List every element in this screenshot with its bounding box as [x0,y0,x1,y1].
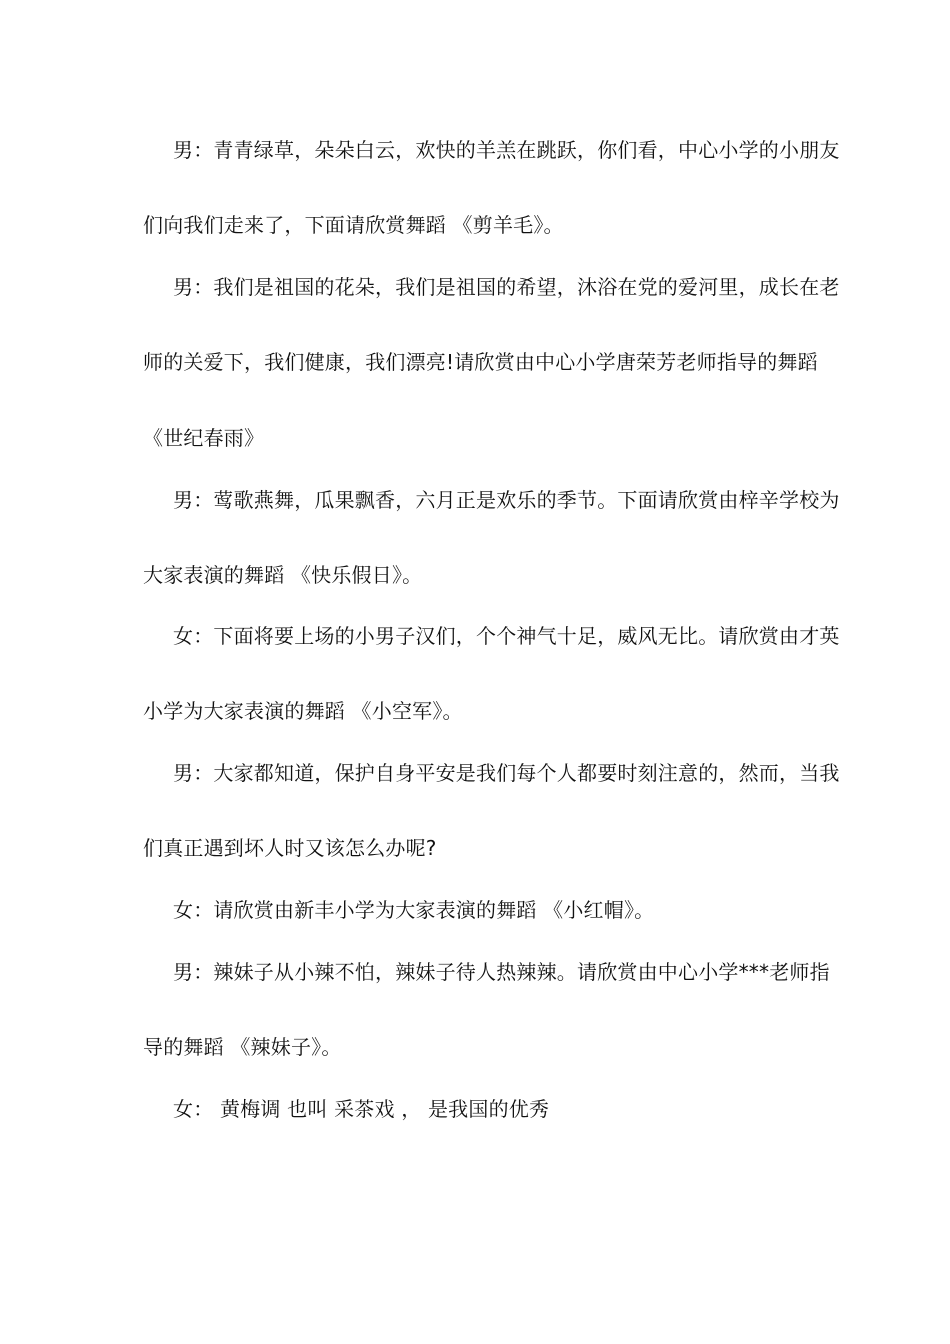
paragraph-5-line-1: 男：大家都知道，保护自身平安是我们每个人都要时刻注意的，然而，当我 [173,761,840,785]
paragraph-8-line-1: 女： 黄梅调 也叫 采茶戏 ， 是我国的优秀 [173,1097,550,1121]
paragraph-7-line-1: 男：辣妹子从小辣不怕，辣妹子待人热辣辣。请欣赏由中心小学***老师指 [173,960,830,984]
paragraph-3-line-2: 大家表演的舞蹈 《快乐假日》。 [143,563,423,587]
paragraph-3-line-1: 男：莺歌燕舞，瓜果飘香，六月正是欢乐的季节。下面请欣赏由梓辛学校为 [173,488,840,512]
paragraph-2-line-1: 男：我们是祖国的花朵，我们是祖国的希望，沐浴在党的爱河里，成长在老 [173,275,840,299]
paragraph-2-line-3: 《世纪春雨》 [143,426,265,450]
paragraph-4-line-2: 小学为大家表演的舞蹈 《小空军》。 [143,699,463,723]
paragraph-4-line-1: 女：下面将要上场的小男子汉们，个个神气十足，威风无比。请欣赏由才英 [173,624,840,648]
paragraph-2-line-2: 师的关爱下，我们健康，我们漂亮!请欣赏由中心小学唐荣芳老师指导的舞蹈 [143,350,818,374]
paragraph-5-line-2: 们真正遇到坏人时又该怎么办呢? [143,836,437,860]
paragraph-7-line-2: 导的舞蹈 《辣妹子》。 [143,1035,342,1059]
paragraph-1-line-2: 们向我们走来了，下面请欣赏舞蹈 《剪羊毛》。 [143,213,564,237]
paragraph-1-line-1: 男：青青绿草，朵朵白云，欢快的羊羔在跳跃，你们看，中心小学的小朋友 [173,138,840,162]
paragraph-6-line-1: 女：请欣赏由新丰小学为大家表演的舞蹈 《小红帽》。 [173,898,655,922]
